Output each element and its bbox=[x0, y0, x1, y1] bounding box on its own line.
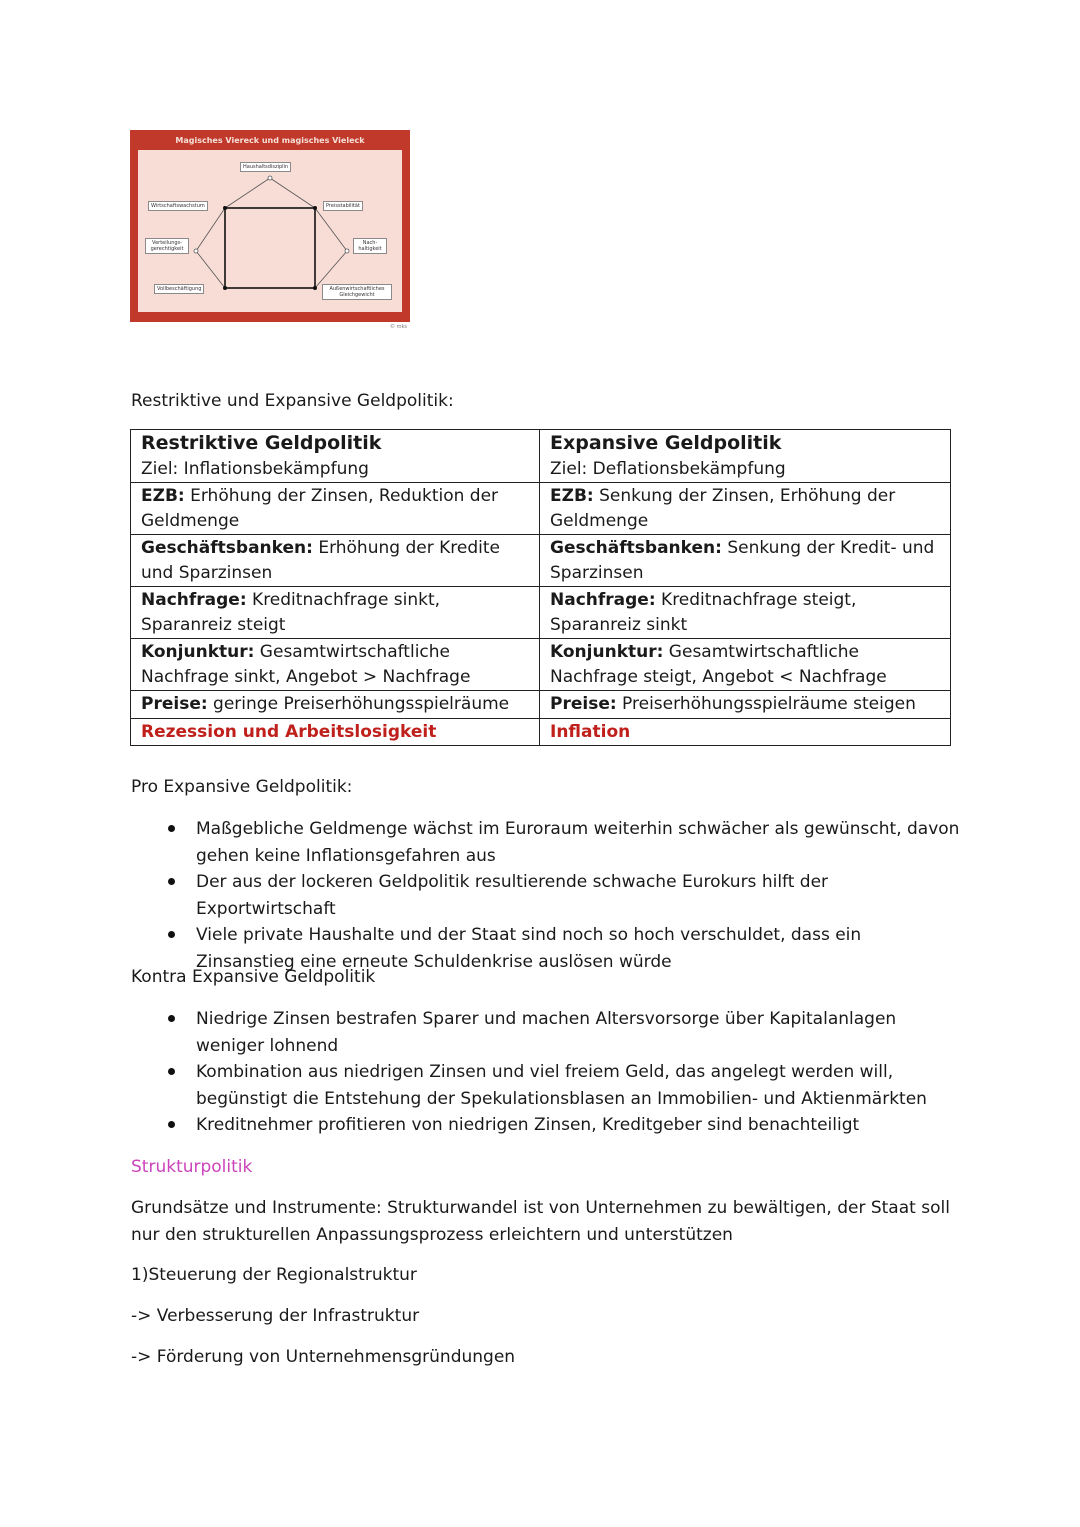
cell-value: Erhöhung der Zinsen, Reduktion der Geldmenge bbox=[141, 486, 499, 531]
cell-value: Gesamtwirtschaftliche Nachfrage sinkt, Angebot > Nachfrage bbox=[141, 642, 471, 687]
regionalstruktur-point: 1)Steuerung der Regionalstruktur bbox=[131, 1265, 417, 1285]
cell-value: Erhöhung der Kredite und Sparzinsen bbox=[141, 538, 500, 583]
table-row bbox=[131, 535, 951, 587]
bullet-icon bbox=[168, 931, 175, 938]
cell-key: Konjunktur: bbox=[550, 642, 664, 662]
cell-value: Gesamtwirtschaftliche Nachfrage steigt, Angebot < Nachfrage bbox=[550, 642, 887, 687]
table-row bbox=[131, 483, 951, 535]
bullet-icon bbox=[168, 1121, 175, 1128]
pro-heading: Pro Expansive Geldpolitik: bbox=[131, 777, 353, 797]
label-nachhaltigkeit: Nach- haltigkeit bbox=[353, 238, 387, 254]
cell-value: geringe Preiserhöhungsspielräume bbox=[207, 694, 510, 714]
list-item-text: Kreditnehmer profitieren von niedrigen Zinsen, Kreditgeber sind benachteiligt bbox=[196, 1115, 860, 1135]
goal-text: Ziel: Deflationsbekämpfung bbox=[550, 458, 786, 479]
list-item bbox=[131, 816, 961, 869]
cell-value: Senkung der Kredit- und Sparzinsen bbox=[550, 538, 935, 583]
cell-key: Geschäftsbanken: bbox=[141, 538, 313, 558]
strukturpolitik-intro: Grundsätze und Instrumente: Strukturwandel ist von Unternehmen zu bewältigen, der Staat soll nur den strukturellen Anpassungsprozess erleichtern und unterstützen bbox=[131, 1198, 950, 1245]
list-item-text: Kombination aus niedrigen Zinsen und viel freiem Geld, das angelegt werden will, begünstigt die Entstehung der Spekulationsblasen an Immobilien- und Aktienmärkten bbox=[196, 1062, 927, 1109]
table-cell bbox=[540, 483, 951, 535]
kontra-list bbox=[131, 1006, 961, 1139]
geldpolitik-table bbox=[130, 429, 951, 746]
list-item-text: Niedrige Zinsen bestrafen Sparer und machen Altersvorsorge über Kapitalanlagen weniger lohnend bbox=[196, 1009, 897, 1056]
bullet-icon bbox=[168, 1015, 175, 1022]
table-cell bbox=[131, 483, 540, 535]
pro-list bbox=[131, 816, 961, 975]
list-item bbox=[131, 1006, 961, 1059]
table-row bbox=[131, 639, 951, 691]
list-item-text: Maßgebliche Geldmenge wächst im Euroraum weiterhin schwächer als gewünscht, davon gehen keine Inflationsgefahren aus bbox=[196, 819, 960, 866]
cell-key: Konjunktur: bbox=[141, 642, 255, 662]
table-row bbox=[131, 587, 951, 639]
label-preisstabilitaet: Preisstabilität bbox=[323, 201, 363, 211]
label-vollbeschaeftigung: Vollbeschäftigung bbox=[154, 284, 204, 294]
table-cell bbox=[131, 639, 540, 691]
cell-key: Nachfrage: bbox=[141, 590, 247, 610]
table-cell bbox=[131, 535, 540, 587]
list-item-text: Der aus der lockeren Geldpolitik resultierende schwache Eurokurs hilft der Exportwirtschaft bbox=[196, 872, 829, 919]
infrastruktur-subpoint: -> Verbesserung der Infrastruktur bbox=[131, 1306, 420, 1326]
cell-key: Geschäftsbanken: bbox=[550, 538, 722, 558]
label-verteilungsgerechtigkeit: Verteilungs- gerechtigkeit bbox=[145, 238, 189, 254]
cell-value: Kreditnachfrage steigt, Sparanreiz sinkt bbox=[550, 590, 857, 635]
figure-copyright: © mks bbox=[390, 324, 407, 330]
magic-polygon-figure bbox=[130, 130, 410, 322]
table-cell bbox=[540, 430, 951, 483]
cell-key: Nachfrage: bbox=[550, 590, 656, 610]
label-wirtschaftswachstum: Wirtschaftswachstum bbox=[148, 201, 208, 211]
goal-text: Ziel: Inflationsbekämpfung bbox=[141, 458, 369, 479]
result-restriktiv: Rezession und Arbeitslosigkeit bbox=[141, 721, 437, 742]
table-row bbox=[131, 430, 951, 483]
label-aussenwirtschaft: Außenwirtschaftliches Gleichgewicht bbox=[322, 284, 392, 300]
unternehmensgruendung-subpoint: -> Förderung von Unternehmensgründungen bbox=[131, 1347, 516, 1367]
cell-key: Preise: bbox=[141, 694, 208, 714]
table-cell bbox=[540, 691, 951, 719]
kontra-heading: Kontra Expansive Geldpolitik bbox=[131, 967, 376, 987]
cell-key: Preise: bbox=[550, 694, 617, 714]
cell-key: EZB: bbox=[141, 486, 185, 506]
bullet-icon bbox=[168, 878, 175, 885]
list-item bbox=[131, 1112, 961, 1139]
figure-title: Magisches Viereck und magisches Vieleck bbox=[175, 136, 365, 145]
label-haushaltsdisziplin: Haushaltsdisziplin bbox=[240, 162, 291, 172]
cell-key: EZB: bbox=[550, 486, 594, 506]
cell-value: Preiserhöhungsspielräume steigen bbox=[616, 694, 916, 714]
list-item-text: Viele private Haushalte und der Staat sind noch so hoch verschuldet, dass ein Zinsanstieg eine erneute Schuldenkrise auslösen würde bbox=[196, 925, 862, 972]
section-heading-geldpolitik: Restriktive und Expansive Geldpolitik: bbox=[131, 391, 454, 411]
figure-panel bbox=[138, 150, 402, 312]
bullet-icon bbox=[168, 825, 175, 832]
table-row bbox=[131, 691, 951, 719]
table-cell bbox=[131, 691, 540, 719]
table-cell bbox=[540, 535, 951, 587]
table-cell bbox=[131, 587, 540, 639]
table-cell bbox=[131, 430, 540, 483]
cell-value: Senkung der Zinsen, Erhöhung der Geldmenge bbox=[550, 486, 896, 531]
list-item bbox=[131, 869, 961, 922]
table-cell bbox=[540, 639, 951, 691]
column-title-restriktiv: Restriktive Geldpolitik bbox=[141, 432, 382, 454]
bullet-icon bbox=[168, 1068, 175, 1075]
table-row bbox=[131, 718, 951, 746]
list-item bbox=[131, 1059, 961, 1112]
table-cell bbox=[540, 587, 951, 639]
cell-value: Kreditnachfrage sinkt, Sparanreiz steigt bbox=[141, 590, 441, 635]
magic-square bbox=[225, 208, 315, 288]
strukturpolitik-heading: Strukturpolitik bbox=[131, 1157, 253, 1177]
column-title-expansiv: Expansive Geldpolitik bbox=[550, 432, 782, 454]
result-expansiv: Inflation bbox=[550, 721, 631, 742]
table-cell bbox=[540, 718, 951, 746]
table-cell bbox=[131, 718, 540, 746]
